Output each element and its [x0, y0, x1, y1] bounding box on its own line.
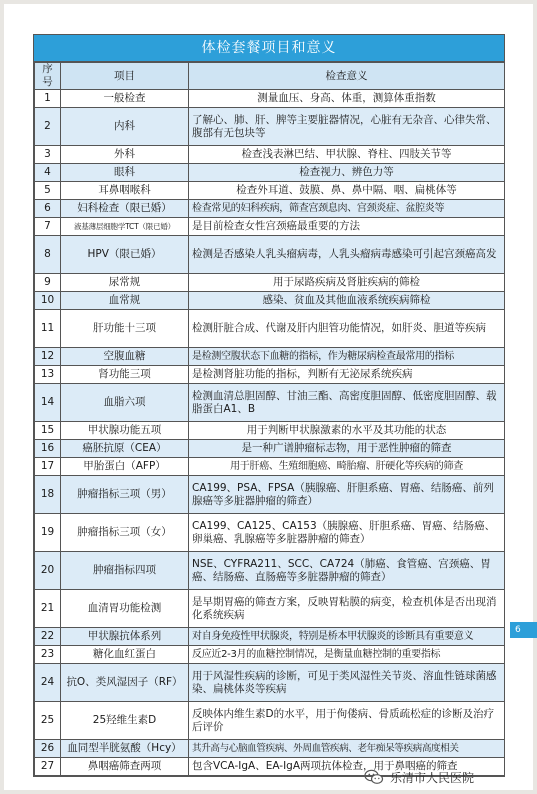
- table-row: [35, 740, 505, 758]
- row-item: 血脂六项: [61, 384, 189, 422]
- row-number: 25: [35, 702, 61, 740]
- watermark-text: 乐清市人民医院: [390, 770, 475, 785]
- row-item: 甲胎蛋白（AFP）: [61, 458, 189, 476]
- row-meaning: 包含VCA-IgA、EA-IgA两项抗体检查，用于鼻咽癌的筛查: [189, 758, 505, 776]
- row-item: 肿瘤指标四项: [61, 552, 189, 590]
- row-item: 眼科: [61, 164, 189, 182]
- row-item: 血同型半胱氨酸（Hcy）: [61, 740, 189, 758]
- checkup-items-table: [34, 62, 505, 776]
- row-meaning: 是检测空腹状态下血糖的指标，作为糖尿病检查最常用的指标: [189, 348, 505, 366]
- row-number: 7: [35, 218, 61, 236]
- table-row: [35, 292, 505, 310]
- row-item: 一般检查: [61, 90, 189, 108]
- row-item: 肿瘤指标三项（男）: [61, 476, 189, 514]
- row-item: 外科: [61, 146, 189, 164]
- table-row: [35, 200, 505, 218]
- row-number: 9: [35, 274, 61, 292]
- row-meaning: 用于判断甲状腺激素的水平及其功能的状态: [189, 422, 505, 440]
- row-number: 8: [35, 236, 61, 274]
- row-item: 肿瘤指标三项（女）: [61, 514, 189, 552]
- table-row: [35, 422, 505, 440]
- row-meaning: 测量血压、身高、体重，测算体重指数: [189, 90, 505, 108]
- table-row: [35, 218, 505, 236]
- table-row: [35, 476, 505, 514]
- row-meaning: 感染、贫血及其他血液系统疾病筛检: [189, 292, 505, 310]
- table-row: [35, 274, 505, 292]
- row-number: 5: [35, 182, 61, 200]
- row-number: 26: [35, 740, 61, 758]
- row-meaning: 了解心、肺、肝、脾等主要脏器情况，心脏有无杂音、心律失常、腹部有无包块等: [189, 108, 505, 146]
- table-row: [35, 90, 505, 108]
- row-number: 22: [35, 628, 61, 646]
- row-meaning: 对自身免疫性甲状腺炎，特别是桥本甲状腺炎的诊断具有重要意义: [189, 628, 505, 646]
- row-number: 27: [35, 758, 61, 776]
- table-row: [35, 366, 505, 384]
- row-number: 24: [35, 664, 61, 702]
- row-meaning: 用于风湿性疾病的诊断，可见于类风湿性关节炎、溶血性链球菌感染、扁桃体炎等疾病: [189, 664, 505, 702]
- table-row: [35, 440, 505, 458]
- row-meaning: 用于肝癌、生殖细胞癌、畸胎瘤、肝硬化等疾病的筛查: [189, 458, 505, 476]
- table-row: [35, 236, 505, 274]
- row-meaning: CA199、PSA、FPSA（胰腺癌、肝胆系癌、胃癌、结肠癌、前列腺癌等多脏器肿瘤的筛查）: [189, 476, 505, 514]
- table-row: [35, 628, 505, 646]
- row-item: 25羟维生素D: [61, 702, 189, 740]
- checkup-table: [33, 34, 505, 777]
- row-meaning: 检查外耳道、鼓膜、鼻、鼻中隔、咽、扁桃体等: [189, 182, 505, 200]
- row-number: 3: [35, 146, 61, 164]
- row-number: 6: [35, 200, 61, 218]
- row-item: 内科: [61, 108, 189, 146]
- table-row: [35, 552, 505, 590]
- row-number: 16: [35, 440, 61, 458]
- row-number: 12: [35, 348, 61, 366]
- table-row: [35, 164, 505, 182]
- table-row: [35, 348, 505, 366]
- table-row: [35, 310, 505, 348]
- table-title: 体检套餐项目和意义: [34, 35, 504, 62]
- table-row: [35, 108, 505, 146]
- row-meaning: 反应近2-3月的血糖控制情况，是衡量血糖控制的重要指标: [189, 646, 505, 664]
- row-number: 13: [35, 366, 61, 384]
- row-item: 血清胃功能检测: [61, 590, 189, 628]
- row-number: 1: [35, 90, 61, 108]
- row-meaning: 是目前检查女性宫颈癌最重要的方法: [189, 218, 505, 236]
- row-meaning: 检查视力、辨色力等: [189, 164, 505, 182]
- page-number-tab: 6: [510, 622, 537, 638]
- row-meaning: 是早期胃癌的筛查方案，反映胃粘膜的病变，检查机体是否出现消化系统疾病: [189, 590, 505, 628]
- row-number: 15: [35, 422, 61, 440]
- row-item: 肾功能三项: [61, 366, 189, 384]
- row-number: 21: [35, 590, 61, 628]
- row-number: 4: [35, 164, 61, 182]
- row-number: 10: [35, 292, 61, 310]
- row-meaning: CA199、CA125、CA153（胰腺癌、肝胆系癌、胃癌、结肠癌、卵巢癌、乳腺癌等多脏器肿瘤的筛查）: [189, 514, 505, 552]
- row-item: 鼻咽癌筛查两项: [61, 758, 189, 776]
- row-number: 11: [35, 310, 61, 348]
- row-item: 肝功能十三项: [61, 310, 189, 348]
- header-meaning: 检查意义: [189, 63, 505, 90]
- row-meaning: 其升高与心脑血管疾病、外周血管疾病、老年痴呆等疾病高度相关: [189, 740, 505, 758]
- row-meaning: 检查浅表淋巴结、甲状腺、脊柱、四肢关节等: [189, 146, 505, 164]
- table-row: [35, 146, 505, 164]
- row-item: 抗O、类风湿因子（RF）: [61, 664, 189, 702]
- row-item: 妇科检查（限已婚）: [61, 200, 189, 218]
- header-num: 序号: [35, 63, 61, 90]
- table-row: [35, 590, 505, 628]
- table-row: [35, 182, 505, 200]
- row-meaning: 是一种广谱肿瘤标志物，用于恶性肿瘤的筛查: [189, 440, 505, 458]
- row-item: HPV（限已婚）: [61, 236, 189, 274]
- table-row: [35, 702, 505, 740]
- row-number: 19: [35, 514, 61, 552]
- table-row: [35, 458, 505, 476]
- row-item: 糖化血红蛋白: [61, 646, 189, 664]
- row-item: 癌胚抗原（CEA）: [61, 440, 189, 458]
- row-item: 尿常规: [61, 274, 189, 292]
- row-number: 23: [35, 646, 61, 664]
- row-meaning: 反映体内维生素D的水平，用于佝偻病、骨质疏松症的诊断及治疗后评价: [189, 702, 505, 740]
- row-meaning: 是检测肾脏功能的指标，判断有无泌尿系统疾病: [189, 366, 505, 384]
- row-meaning: 检测是否感染人乳头瘤病毒，人乳头瘤病毒感染可引起宫颈癌高发: [189, 236, 505, 274]
- row-item: 甲状腺抗体系列: [61, 628, 189, 646]
- row-number: 14: [35, 384, 61, 422]
- row-meaning: 检查常见的妇科疾病，筛查宫颈息肉、宫颈炎症、盆腔炎等: [189, 200, 505, 218]
- row-number: 17: [35, 458, 61, 476]
- document-page: [4, 4, 533, 790]
- wechat-icon: [364, 769, 384, 785]
- table-row: [35, 664, 505, 702]
- row-meaning: 检测肝脏合成、代谢及肝内胆管功能情况，如肝炎、胆道等疾病: [189, 310, 505, 348]
- row-meaning: 用于尿路疾病及肾脏疾病的筛检: [189, 274, 505, 292]
- row-item: 耳鼻咽喉科: [61, 182, 189, 200]
- header-item: 项目: [61, 63, 189, 90]
- table-row: [35, 646, 505, 664]
- row-item: 空腹血糖: [61, 348, 189, 366]
- row-number: 20: [35, 552, 61, 590]
- table-row: [35, 384, 505, 422]
- row-number: 2: [35, 108, 61, 146]
- row-meaning: NSE、CYFRA211、SCC、CA724（肺癌、食管癌、宫颈癌、胃癌、结肠癌、直肠癌等多脏器肿瘤的筛查）: [189, 552, 505, 590]
- row-number: 18: [35, 476, 61, 514]
- row-item: 液基薄层细胞学TCT（限已婚）: [61, 218, 189, 236]
- row-item: 血常规: [61, 292, 189, 310]
- row-meaning: 检测血清总胆固醇、甘油三酯、高密度胆固醇、低密度胆固醇、载脂蛋白A1、B: [189, 384, 505, 422]
- watermark: [364, 766, 474, 788]
- table-row: [35, 514, 505, 552]
- row-item: 甲状腺功能五项: [61, 422, 189, 440]
